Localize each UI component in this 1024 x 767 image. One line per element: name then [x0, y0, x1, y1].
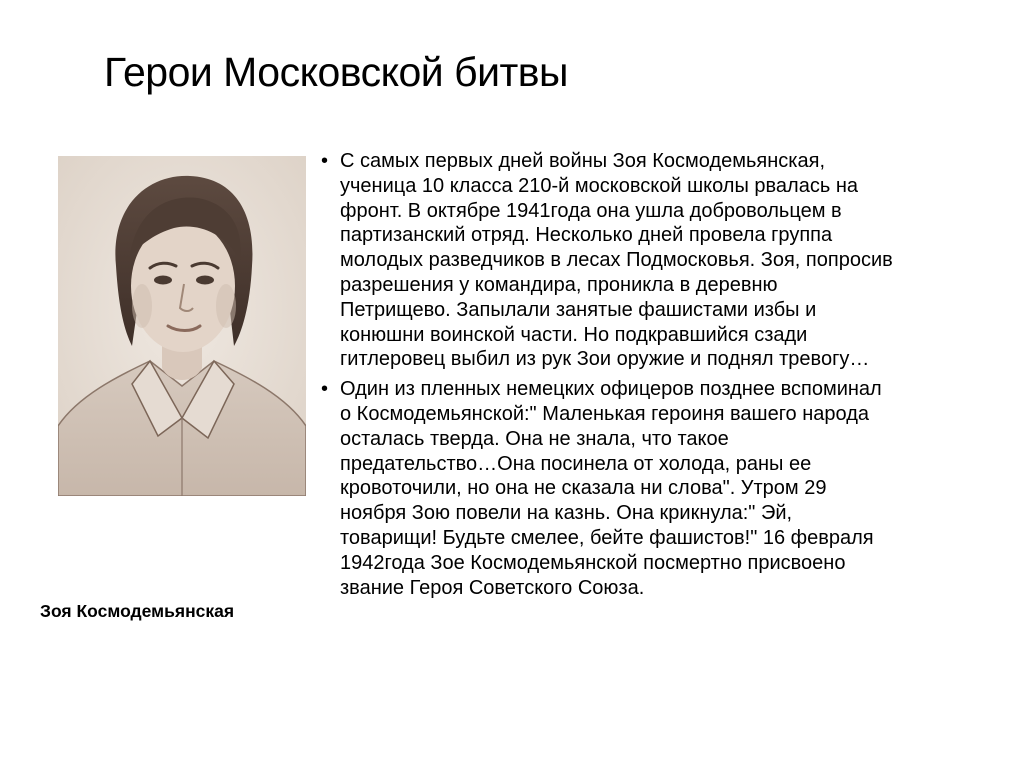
bullet-text-line: предательство…Она посинела от холода, раны ее [340, 452, 812, 475]
slide-title: Герои Московской битвы [104, 49, 569, 95]
bullet-dot-icon: • [321, 150, 329, 172]
bullet-item [318, 377, 988, 600]
bullet-item [318, 149, 988, 372]
bullet-text-line: молодых разведчиков в лесах Подмосковья. Зоя, попросив [340, 249, 893, 272]
bullet-list [318, 149, 988, 600]
bullet-text-line: ученица 10 класса 210-й московской школы рвалась на [340, 174, 858, 197]
bullet-text-line: 1942года Зое Космодемьянской посмертно присвоено [340, 551, 846, 574]
bullet-text-line: фронт. В октябре 1941года она ушла добровольцем в [340, 199, 842, 222]
bullet-text-line: ноября Зою повели на казнь. Она крикнула:" Эй, [340, 502, 793, 525]
bullet-text-line: звание Героя Советского Союза. [340, 576, 645, 599]
bullet-text-line: кровоточили, но она не сказала ни слова". Утром 29 [340, 477, 827, 500]
bullet-text-line: Петрищево. Запылали занятые фашистами избы и [340, 298, 817, 321]
bullet-text-line: разрешения у командира, проникла в деревню [340, 273, 778, 296]
bullet-text-line: гитлеровец выбил из рук Зои оружие и поднял тревогу… [340, 348, 870, 371]
bullet-text-line: товарищи! Будьте смелее, бейте фашистов!" 16 февраля [340, 526, 874, 549]
bullet-text-line: С самых первых дней войны Зоя Космодемьянская, [340, 150, 826, 172]
bullet-text-line: конюшни воинской части. Но подкравшийся сзади [340, 323, 808, 346]
bullet-text-line: Один из пленных немецких офицеров позднее вспоминал [340, 378, 882, 401]
bullet-text-line: о Космодемьянской:" Маленькая героиня вашего народа [340, 402, 869, 425]
bullet-dot-icon: • [321, 378, 329, 401]
bullet-text-line: партизанский отряд. Несколько дней провела группа [340, 224, 833, 247]
portrait-photo [58, 156, 306, 496]
photo-caption: Зоя Космодемьянская [40, 601, 235, 621]
bullet-text-line: осталась тверда. Она не знала, что такое [340, 427, 729, 450]
